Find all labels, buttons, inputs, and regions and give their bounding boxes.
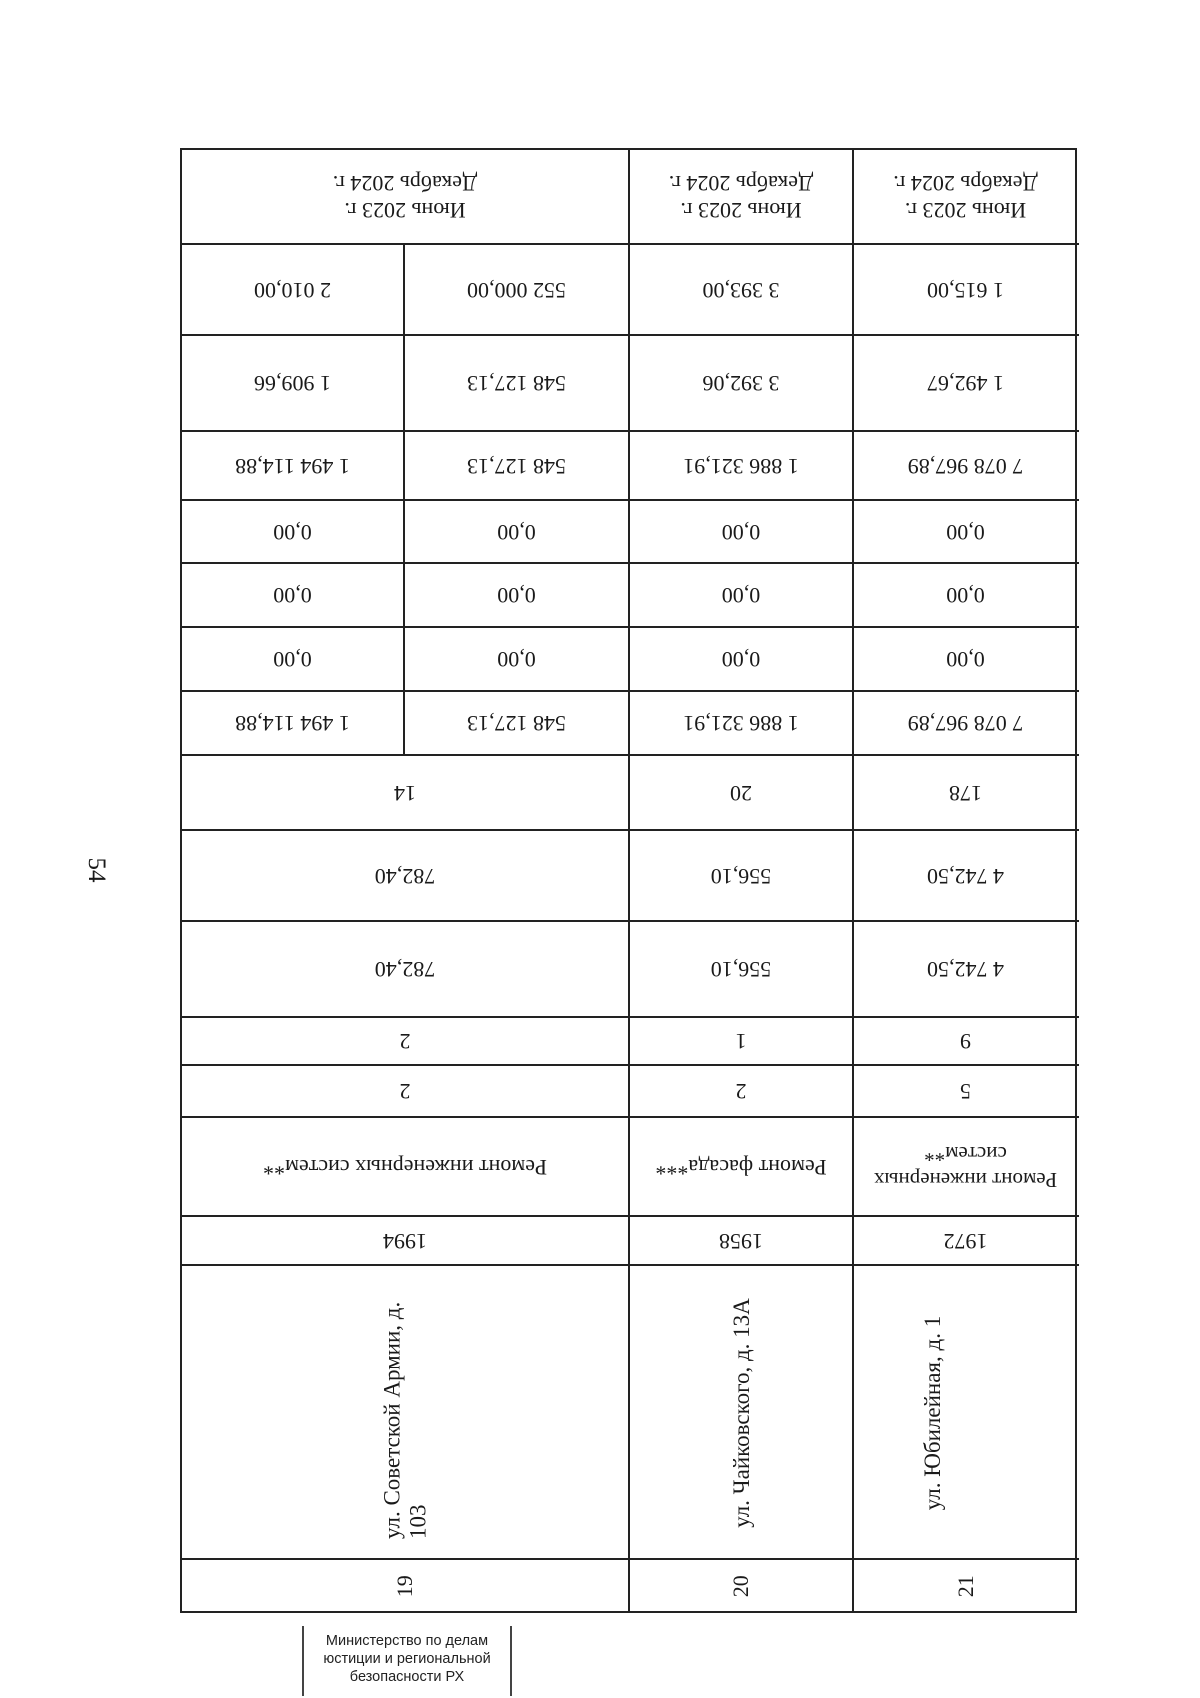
val-b-row20: 556,10	[710, 863, 772, 889]
number-row20: 20	[727, 1575, 753, 1598]
cost-row19b: 548 127,13	[467, 371, 566, 397]
total-row19b: 548 127,13	[467, 711, 566, 737]
val-b-row21: 4 742,50	[927, 863, 1004, 889]
col5-row19: 2	[399, 1079, 411, 1105]
limit-row21: 1 615,00	[927, 277, 1004, 303]
total2-row21: 7 078 967,89	[907, 453, 1024, 479]
year-row21: 1972	[943, 1228, 988, 1254]
zero3-row19b: 0,00	[497, 519, 536, 545]
cost-row21: 1 492,67	[927, 371, 1004, 397]
cost-row19a: 1 909,66	[254, 371, 331, 397]
zero2-row19a: 0,00	[273, 583, 312, 609]
col9-row20: 1	[735, 1029, 747, 1055]
period-row19: Июнь 2023 г. Декабрь 2024 г.	[332, 171, 478, 223]
zero3-row19a: 0,00	[273, 519, 312, 545]
total2-row19b: 548 127,13	[467, 453, 566, 479]
work-row21: Ремонт инженерных систем**	[873, 1142, 1058, 1192]
period-row20: Июнь 2023 г. Декабрь 2024 г.	[668, 171, 814, 223]
total-row19a: 1 494 114,88	[235, 711, 350, 737]
count-row20: 20	[730, 780, 752, 806]
zero3-row21: 0,00	[946, 519, 985, 545]
count-row21: 178	[949, 780, 982, 806]
limit-row19b: 552 000,00	[467, 277, 566, 303]
cost-row20: 3 392,06	[702, 371, 780, 397]
address-row20: ул. Чайковского, д. 13А	[729, 1298, 755, 1528]
val-b-row19: 782,40	[374, 863, 436, 889]
col5-row21: 5	[960, 1079, 971, 1105]
zero3-row20: 0,00	[721, 519, 761, 545]
val-a-row20: 556,10	[710, 957, 772, 983]
col9-row19: 2	[399, 1029, 411, 1055]
col9-row21: 9	[960, 1029, 971, 1055]
address-row21: ул. Юбилейная, д. 1	[920, 1315, 946, 1511]
total-row20: 1 886 321,91	[683, 711, 799, 737]
page-number: 54	[83, 857, 110, 883]
zero1-row19b: 0,00	[497, 647, 536, 673]
work-row20: Ремонт фасада***	[655, 1154, 827, 1180]
val-a-row21: 4 742,50	[927, 957, 1004, 983]
zero1-row20: 0,00	[721, 647, 761, 673]
period-row21: Июнь 2023 г. Декабрь 2024 г.	[893, 171, 1038, 223]
count-row19: 14	[394, 780, 416, 806]
address-row19: ул. Советской Армии, д. 103	[379, 1301, 430, 1539]
year-row19: 1994	[383, 1228, 427, 1254]
zero2-row21: 0,00	[946, 583, 985, 609]
limit-row20: 3 393,00	[702, 277, 780, 303]
zero1-row21: 0,00	[946, 647, 985, 673]
number-row21: 21	[952, 1575, 978, 1598]
total2-row19a: 1 494 114,88	[235, 453, 350, 479]
number-row19: 19	[391, 1575, 417, 1598]
official-stamp: Министерство по делам юстиции и региональной безопасности РХ	[302, 1626, 512, 1696]
data-table	[180, 148, 1077, 1613]
total2-row20: 1 886 321,91	[683, 453, 799, 479]
zero2-row20: 0,00	[721, 583, 761, 609]
total-row21: 7 078 967,89	[907, 711, 1024, 737]
col5-row20: 2	[735, 1079, 747, 1105]
zero2-row19b: 0,00	[497, 583, 536, 609]
year-row20: 1958	[719, 1228, 763, 1254]
zero1-row19a: 0,00	[273, 647, 312, 673]
limit-row19a: 2 010,00	[254, 277, 331, 303]
work-row19: Ремонт инженерных систем**	[263, 1154, 547, 1180]
val-a-row19: 782,40	[374, 957, 436, 983]
